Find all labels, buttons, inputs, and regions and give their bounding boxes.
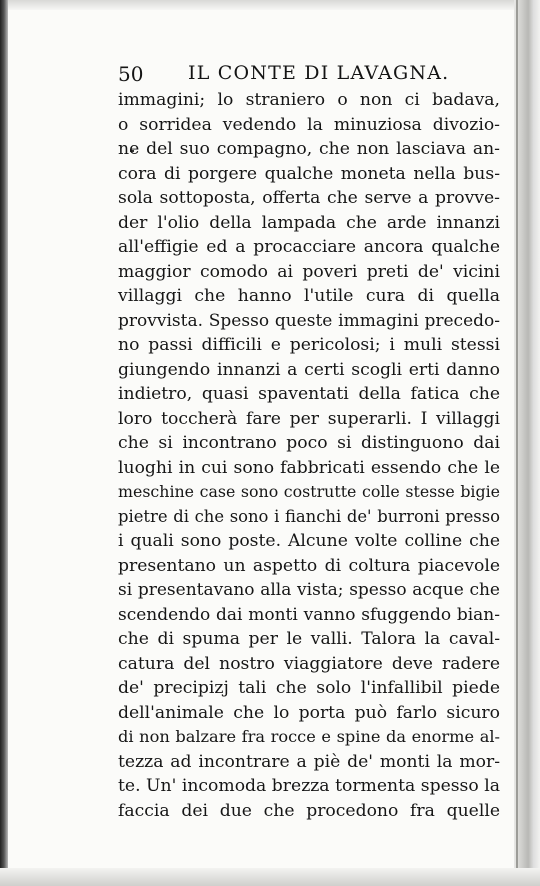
text-line: i quali sono poste. Alcune volte colline che — [118, 531, 500, 551]
scan-edge-top — [0, 0, 540, 10]
text-line: tezza ad incontrare a piè de' monti la mor- — [118, 751, 500, 772]
text-line: sola sottoposta, offerta che serve a provve- — [118, 188, 500, 208]
scan-edge-left — [0, 0, 8, 886]
text-line: immagini; lo straniero o non ci badava, — [118, 90, 500, 110]
text-line: meschine case sono costrutte colle stesse bigie — [118, 482, 500, 501]
text-line: presentano un aspetto di coltura piacevole — [118, 555, 500, 576]
text-line: faccia dei due che procedono fra quelle — [118, 800, 500, 821]
text-line: scendendo dai monti vanno sfuggendo bian- — [118, 604, 500, 625]
text-line: loro toccherà fare per superarli. I villaggi — [118, 408, 500, 429]
text-line: te. Un' incomoda brezza tormenta spesso la — [118, 776, 500, 796]
text-line: no passi difficili e pericolosi; i muli stessi — [118, 335, 500, 355]
text-line: villaggi che hanno l'utile cura di quella — [118, 286, 500, 306]
text-line: pietre di che sono i fianchi de' burroni presso — [118, 506, 500, 526]
running-head: IL CONTE DI LAVAGNA. — [188, 62, 450, 84]
text-line: indietro, quasi spaventati della fatica che — [118, 384, 500, 404]
text-line: che di spuma per le valli. Talora la caval- — [118, 629, 500, 649]
text-line: provvista. Spesso queste immagini precedo- — [118, 310, 500, 331]
text-line: luoghi in cui sono fabbricati essendo che le — [118, 457, 500, 478]
text-line: all'effigie ed a procacciare ancora qualche — [118, 237, 500, 257]
text-line: catura del nostro viaggiatore deve radere — [118, 653, 500, 674]
text-line: o sorridea vedendo la minuziosa divozio- — [118, 114, 500, 135]
text-line: de' precipizj tali che solo l'infallibil piede — [118, 678, 500, 698]
text-line: giungendo innanzi a certi scogli erti danno — [118, 359, 500, 380]
text-line: dell'animale che lo porta può farlo sicuro — [118, 702, 500, 723]
text-line: cora di porgere qualche moneta nella bus- — [118, 163, 500, 184]
text-line: di non balzare fra rocce e spine da enorme al- — [118, 727, 500, 746]
page-number: 50 — [118, 62, 144, 86]
body-text — [118, 88, 500, 823]
text-line: si presentavano alla vista; spesso acque che — [118, 580, 500, 600]
text-line: der l'olio della lampada che arde innanzi — [118, 212, 500, 233]
text-line: che si incontrano poco si distinguono dai — [118, 433, 500, 453]
text-line: maggior comodo ai poveri preti de' vicini — [118, 261, 500, 282]
text-line: ne del suo compagno, che non lasciava an- — [118, 139, 500, 159]
scan-edge-bottom — [0, 868, 540, 886]
page-fold-line — [516, 0, 518, 886]
